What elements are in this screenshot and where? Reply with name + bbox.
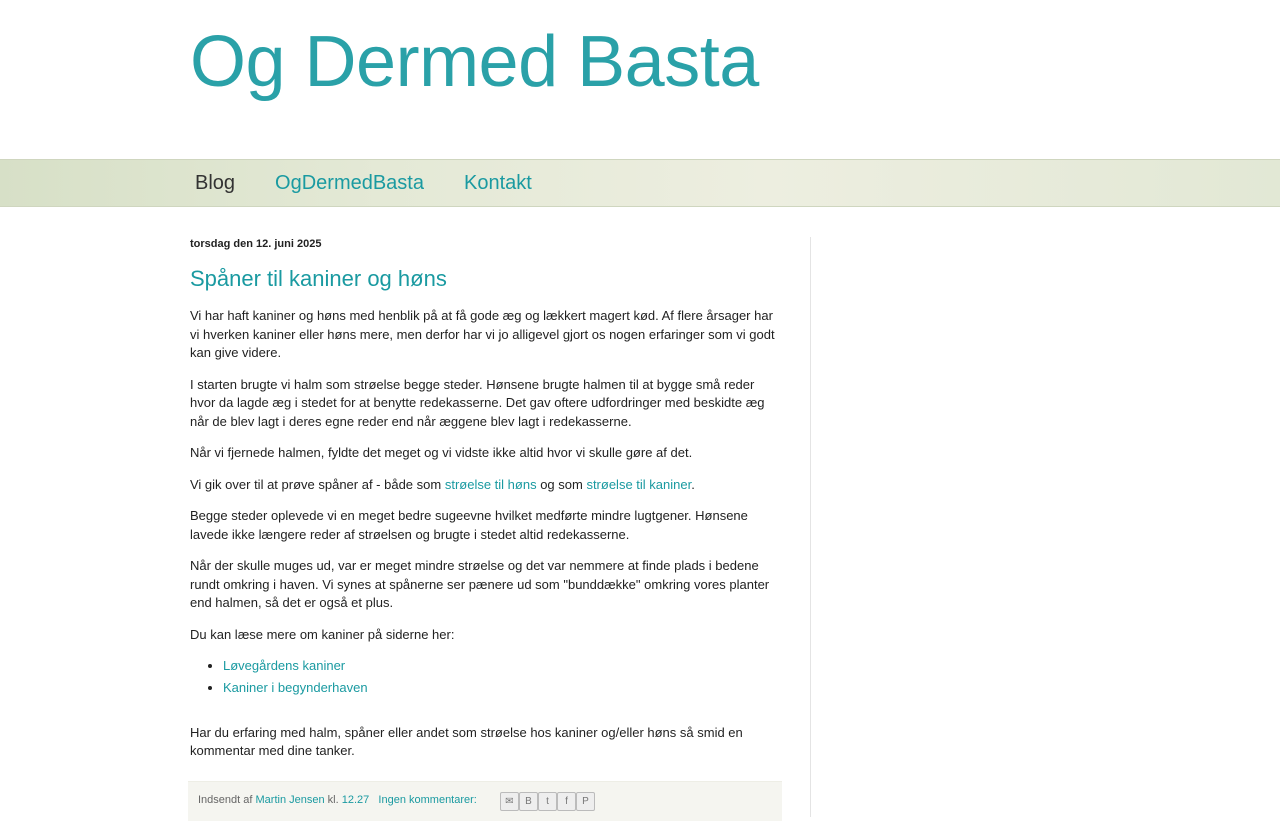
site-title[interactable]: Og Dermed Basta <box>190 22 759 102</box>
post-paragraph: Har du erfaring med halm, spåner eller andet som strøelse hos kaniner og/eller høns så smid en kommentar med dine tanker. <box>190 724 743 758</box>
post-text: Vi gik over til at prøve spåner af - både som <box>190 476 445 492</box>
list-item <box>223 657 780 676</box>
posted-by-label: Indsendt af <box>198 794 256 806</box>
post-paragraph: Du kan læse mere om kaniner på siderne her: <box>190 626 455 642</box>
post-paragraph <box>190 476 780 495</box>
nav-bar <box>0 159 1280 207</box>
link-stroelse-hons[interactable]: strøelse til høns <box>444 476 537 492</box>
author-link[interactable]: Martin Jensen <box>255 794 325 806</box>
spacer <box>190 711 780 724</box>
twitter-icon[interactable]: t <box>538 792 557 811</box>
email-icon[interactable]: ✉ <box>500 792 519 811</box>
list-item <box>223 679 780 698</box>
nav-item-kontakt[interactable]: Kontakt <box>464 171 532 194</box>
post-paragraph: Begge steder oplevede vi en meget bedre sugeevne hvilket medførte mindre lugtgener. Hønsene lavede ikke længere reder af strøelsen og brugte i stedet altid redekasserne. <box>190 508 748 542</box>
pinterest-icon[interactable]: P <box>576 792 595 811</box>
nav-item-ogdermedbasta[interactable]: OgDermedBasta <box>275 171 424 194</box>
post-text: . <box>691 476 695 492</box>
post-paragraph: Når vi fjernede halmen, fyldte det meget og vi vidste ikke altid hvor vi skulle gøre af det. <box>190 445 693 460</box>
facebook-icon[interactable]: f <box>557 792 576 811</box>
link-list <box>223 657 780 698</box>
link-kaniner-begynderhaven[interactable]: Kaniner i begynderhaven <box>223 680 368 695</box>
main-content <box>190 237 780 774</box>
link-stroelse-kaniner[interactable]: strøelse til kaniner <box>586 476 692 492</box>
post-text: og som <box>536 476 587 492</box>
nav-list <box>175 160 552 206</box>
post-footer <box>188 781 782 821</box>
post-title[interactable]: Spåner til kaniner og høns <box>190 266 447 291</box>
nav-item-blog[interactable]: Blog <box>195 171 236 194</box>
post-date: torsdag den 12. juni 2025 <box>190 238 322 250</box>
post-paragraph: Når der skulle muges ud, var er meget mindre strøelse og det var nemmere at finde plads i bedene rundt omkring i haven. Vi synes at spånerne ser pænere ud som "bunddække" omkring vores planter end halmen, så det er også et plus. <box>190 558 770 610</box>
share-buttons <box>500 792 595 811</box>
post-time-link[interactable]: 12.27 <box>341 794 370 806</box>
blog-icon[interactable]: B <box>519 792 538 811</box>
time-label: kl. <box>324 794 342 806</box>
link-lovegardens-kaniner[interactable]: Løvegårdens kaniner <box>223 658 346 673</box>
post-body <box>190 307 780 761</box>
post-paragraph: Vi har haft kaniner og høns med henblik på at få gode æg og lækkert magert kød. Af flere årsager har vi hverken kaniner eller høns mere, men derfor har vi jo alligevel gjort os nogen erfaringer som vi godt kan give videre. <box>190 308 775 360</box>
header <box>190 22 759 102</box>
sidebar-divider <box>810 237 811 817</box>
comments-link[interactable]: Ingen kommentarer: <box>378 794 477 806</box>
post-paragraph: I starten brugte vi halm som strøelse begge steder. Hønsene brugte halmen til at bygge små reder hvor da lagde æg i stedet for at benytte redekasserne. Det gav oftere udfordringer med beskidte æg når de blev lagt i deres egne reder end når æggene blev lagt i redekasserne. <box>190 376 765 429</box>
